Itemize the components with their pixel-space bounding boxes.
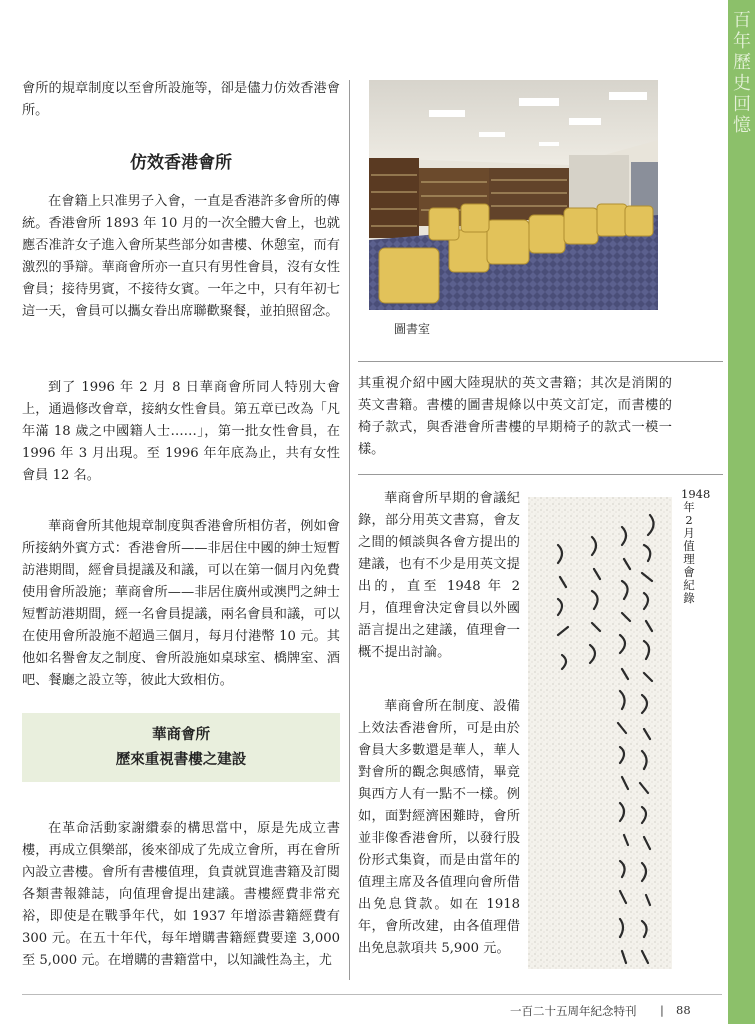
footer-rule [22, 994, 722, 995]
section-heading-2-line1: 華商會所 [152, 727, 210, 743]
minutes-document-image [528, 497, 672, 969]
right-top-rule [358, 361, 723, 362]
right-paragraph-3: 華商會所在制度、設備上效法香港會所，可是由於會員大多數還是華人，華人對會所的觀念與感情，畢竟與西方人有一點不一樣。例如，面對經濟困難時，會所並非像香港會所，以發行股份形式集資，而是由當年的值理主席及各值理向會所借出免息貸款。如在 1918 年，會所改建，由各值理借出免息款項共 5,900 元。 [358, 699, 520, 956]
page-number: 88 [676, 1003, 691, 1017]
footer-title: 一百二十五周年紀念特刊 [510, 1004, 637, 1018]
section-heading-2-line2: 歷來重視書樓之建設 [115, 752, 247, 768]
document-caption: 1948 年 2 月值理會紀錄 [681, 487, 711, 605]
right-paragraph-1: 其重視介紹中國大陸現狀的英文書籍；其次是消閑的英文書籍。書樓的圖書規條以中英文訂定，而書樓的椅子款式，與香港會所書樓的早期椅子的款式一模一樣。 [358, 376, 672, 457]
left-paragraph-1: 在會籍上只准男子入會，一直是香港許多會所的傳統。香港會所 1893 年 10 月的一次全體大會上，也就應否准許女子進入會所某些部分如書樓、休憩室，而有激烈的爭辯。華商會所亦一直只有男性會員，沒有女性會員；接待男賓，不接待女賓。一年之中，只有年初七這一天，會員可以攜女眷出席聯歡聚餐，並拍照留念。 [22, 194, 340, 319]
column-divider [349, 80, 350, 980]
left-paragraph-2: 到了 1996 年 2 月 8 日華商會所同人特別大會上，通過修改會章，接納女性會員。第五章已改為「凡年滿 18 歲之中國籍人士……」，第一批女性會員，在 1996 年 3 月出現。至 1996 年年底為止，共有女性會員 12 名。 [22, 380, 340, 483]
right-paragraph-2: 華商會所早期的會議紀錄，部分用英文書寫，會友之間的傾談與各會方提出的建議，也有不少是用英文提出的，直至 1948 年 2 月，值理會決定會員以外國語言提出之建議，值理會一概不提出討論。 [358, 491, 520, 660]
footer-separator: | [660, 1003, 664, 1017]
photo-caption: 圖書室 [394, 322, 431, 336]
library-photo [369, 80, 658, 310]
sidebar-band [728, 0, 755, 1024]
left-paragraph-4: 在革命活動家謝纘泰的構思當中，原是先成立書樓，再成立俱樂部，後來卻成了先成立會所，再在會所內設立書樓。會所有書樓值理，負責就買進書籍及訂閱各類書報雜誌，向值理會提出建議。書樓經費非常充裕，即使是在戰爭年代，如 1937 年增添書籍經費有 300 元。在五十年代，每年增購書籍經費要達 3,000 至 5,000 元。在增購的書籍當中，以知識性為主，尤 [22, 821, 340, 968]
left-paragraph-3: 華商會所其他規章制度與香港會所相仿者，例如會所接納外賓方式：香港會所——非居住中國的紳士短暫訪港期間，經會員提議及和議，可以在第一個月內免費使用會所設施；華商會所——非居住廣州或澳門之紳士短暫訪港期間，經一名會員提議，兩名會員和議，可以在使用會所設施不超過三個月，每月付港幣 10 元。其他如名譽會友之制度、會所設施如桌球室、橋牌室、酒吧、餐廳之設立等，彼此大致相仿。 [22, 519, 340, 688]
section-heading-1: 仿效香港會所 [130, 153, 232, 173]
intro-paragraph: 會所的規章制度以至會所設施等，卻是儘力仿效香港會所。 [22, 81, 340, 118]
right-mid-rule [358, 474, 723, 475]
sidebar-title: 百年歷史回憶 [733, 10, 751, 136]
